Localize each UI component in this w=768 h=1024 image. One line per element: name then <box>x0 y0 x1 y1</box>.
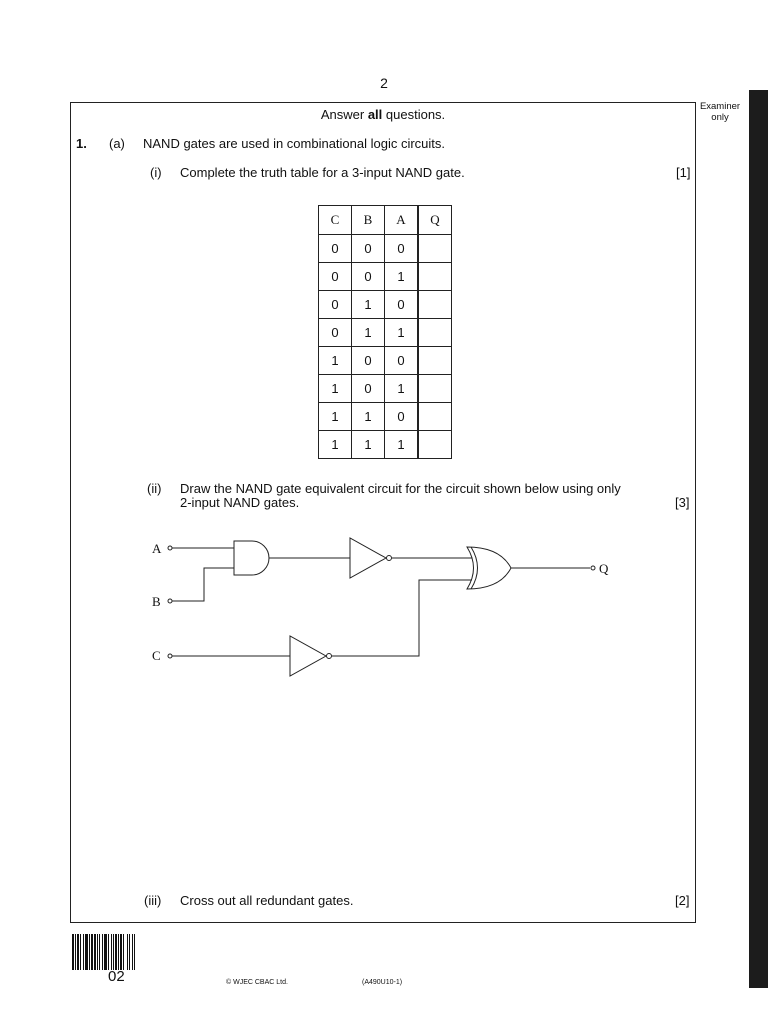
truth-table-cell: 1 <box>385 431 419 459</box>
truth-table-row <box>319 291 452 319</box>
q-answer-cell[interactable] <box>418 235 452 263</box>
copyright: © WJEC CBAC Ltd. <box>226 979 288 986</box>
barcode-bar <box>94 934 96 970</box>
header-c: C <box>319 206 352 235</box>
page-number: 2 <box>380 75 388 91</box>
barcode-bar <box>127 934 128 970</box>
examiner-label-line-2: only <box>711 112 729 123</box>
part-ii-text-line-1: Draw the NAND gate equivalent circuit for the circuit shown below using only <box>180 481 621 496</box>
truth-table-row <box>319 347 452 375</box>
page-code: 02 <box>108 968 125 985</box>
header-q: Q <box>418 206 452 235</box>
truth-table-cell: 0 <box>352 235 385 263</box>
examiner-only-label <box>696 101 744 123</box>
barcode-bar <box>102 934 103 970</box>
logic-circuit-diagram <box>140 530 620 690</box>
barcode-bar <box>120 934 122 970</box>
truth-table-cell: 0 <box>319 319 352 347</box>
barcode-bar <box>72 934 74 970</box>
truth-table-row <box>319 375 452 403</box>
barcode-bar <box>113 934 114 970</box>
barcode-bar <box>111 934 112 970</box>
truth-table-cell: 0 <box>319 263 352 291</box>
truth-table-cell: 0 <box>385 291 419 319</box>
not-gate-1-bubble <box>387 556 392 561</box>
q-answer-cell[interactable] <box>418 403 452 431</box>
truth-table-cell: 0 <box>352 347 385 375</box>
barcode-bar <box>80 934 81 970</box>
truth-table-cell: 1 <box>385 263 419 291</box>
not-gate-2 <box>290 636 326 676</box>
truth-table <box>318 205 452 459</box>
barcode-bar <box>85 934 88 970</box>
truth-table-row <box>319 431 452 459</box>
part-iii-marks: [2] <box>675 893 690 908</box>
q-answer-cell[interactable] <box>418 347 452 375</box>
barcode-bar <box>75 934 76 970</box>
truth-table-cell: 0 <box>385 403 419 431</box>
part-ii-text-line-2: 2-input NAND gates. <box>180 495 300 510</box>
barcode-bar <box>134 934 135 970</box>
examiner-label-line-1: Examiner <box>699 101 741 112</box>
barcode-bar <box>83 934 84 970</box>
barcode-bar <box>123 934 124 970</box>
instructions <box>70 107 696 122</box>
truth-table-cell: 0 <box>352 263 385 291</box>
question-number: 1. <box>76 136 87 151</box>
barcode-bar <box>132 934 133 970</box>
truth-table-cell: 1 <box>352 431 385 459</box>
truth-table-cell: 0 <box>385 235 419 263</box>
instructions-post: questions. <box>382 107 446 122</box>
input-b-terminal <box>168 599 172 603</box>
barcode-bar <box>97 934 98 970</box>
input-a-terminal <box>168 546 172 550</box>
truth-table-cell: 0 <box>385 347 419 375</box>
q-answer-cell[interactable] <box>418 291 452 319</box>
truth-table-row <box>319 263 452 291</box>
not-gate-2-bubble <box>327 654 332 659</box>
barcode-bar <box>129 934 130 970</box>
instructions-pre: Answer <box>320 107 368 122</box>
barcode-bar <box>104 934 107 970</box>
truth-table-cell: 1 <box>319 375 352 403</box>
truth-table-cell: 0 <box>319 291 352 319</box>
part-ii-marks: [3] <box>675 495 690 510</box>
or-gate-curve <box>471 547 478 589</box>
margin-bar <box>749 90 768 988</box>
barcode-bar <box>115 934 117 970</box>
or-gate <box>467 547 511 589</box>
truth-table-row <box>319 235 452 263</box>
header-b: B <box>352 206 385 235</box>
output-q-terminal <box>591 566 595 570</box>
truth-table-cell: 1 <box>319 431 352 459</box>
barcode-bar <box>77 934 79 970</box>
input-b-label: B <box>152 594 161 609</box>
truth-table-body <box>319 235 452 459</box>
barcode-bar <box>118 934 119 970</box>
truth-table-header <box>319 206 452 235</box>
part-a-label: (a) <box>109 136 125 151</box>
header-a: A <box>385 206 419 235</box>
truth-table-cell: 0 <box>352 375 385 403</box>
truth-table-row <box>319 403 452 431</box>
paper-reference: (A490U10-1) <box>362 979 403 986</box>
instructions-bold: all <box>367 107 383 122</box>
and-gate <box>234 541 269 575</box>
input-c-terminal <box>168 654 172 658</box>
truth-table-cell: 1 <box>352 291 385 319</box>
barcode <box>72 934 162 970</box>
part-i-text: Complete the truth table for a 3-input NAND gate. <box>180 165 465 180</box>
truth-table-cell: 1 <box>319 347 352 375</box>
part-i-label: (i) <box>150 165 162 180</box>
wire-not2-to-or <box>332 580 472 656</box>
truth-table-cell: 1 <box>385 319 419 347</box>
truth-table-cell: 1 <box>352 403 385 431</box>
wire-b <box>172 568 234 601</box>
part-ii-label: (ii) <box>147 481 162 496</box>
q-answer-cell[interactable] <box>418 263 452 291</box>
barcode-bar <box>91 934 93 970</box>
part-iii-label: (iii) <box>144 893 162 908</box>
q-answer-cell[interactable] <box>418 319 452 347</box>
part-a-text: NAND gates are used in combinational logic circuits. <box>143 136 446 151</box>
q-answer-cell[interactable] <box>418 431 452 459</box>
output-q-label: Q <box>599 561 609 576</box>
barcode-bar <box>108 934 109 970</box>
truth-table-cell: 1 <box>319 403 352 431</box>
truth-table-row <box>319 319 452 347</box>
barcode-bar <box>99 934 100 970</box>
truth-table-cell: 0 <box>319 235 352 263</box>
part-i-marks: [1] <box>676 165 691 180</box>
not-gate-1 <box>350 538 386 578</box>
barcode-bar <box>89 934 90 970</box>
q-answer-cell[interactable] <box>418 375 452 403</box>
truth-table-cell: 1 <box>385 375 419 403</box>
input-c-label: C <box>152 648 161 663</box>
part-iii-text: Cross out all redundant gates. <box>180 893 354 908</box>
input-a-label: A <box>152 541 162 556</box>
truth-table-cell: 1 <box>352 319 385 347</box>
